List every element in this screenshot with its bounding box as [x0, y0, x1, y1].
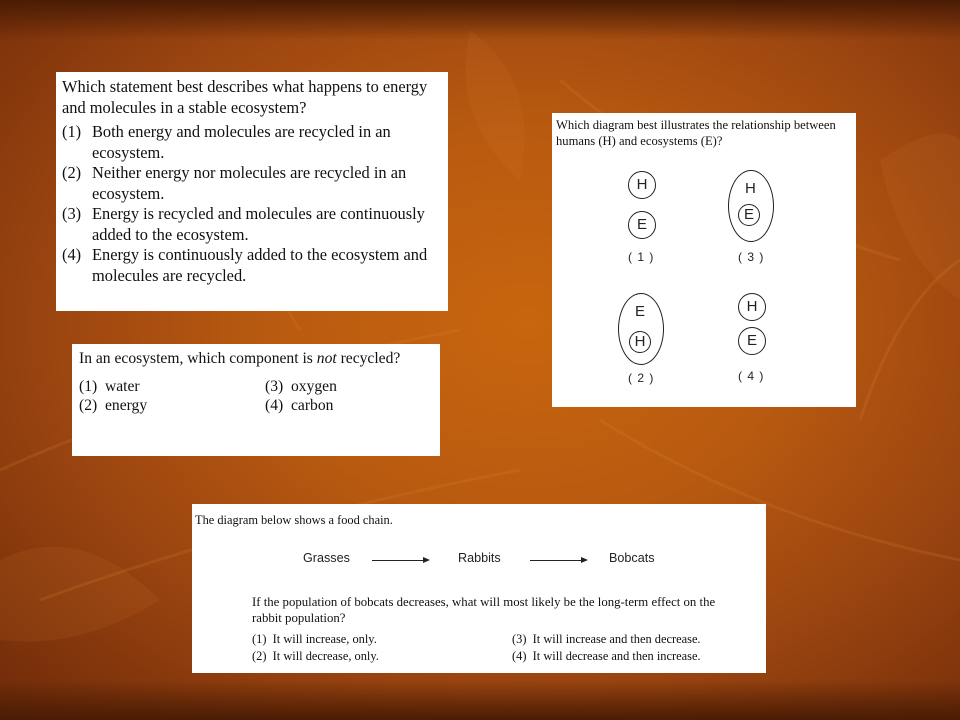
food-chain-intro: The diagram below shows a food chain.: [195, 513, 393, 527]
option-text: Energy is continuously added to the ecosystem and molecules are recycled.: [92, 245, 428, 285]
option-number: (2): [62, 163, 82, 182]
option-text: water: [104, 377, 140, 395]
option-text: It will increase and then decrease.: [532, 632, 701, 646]
answer-option[interactable]: [265, 377, 425, 397]
answer-option[interactable]: [62, 245, 440, 286]
stem-emphasis: not: [316, 350, 337, 367]
arrow-right-icon: [530, 560, 586, 561]
answer-option[interactable]: [62, 204, 440, 245]
option-text: Both energy and molecules are recycled in an ecosystem.: [92, 122, 391, 162]
option-number: (3): [512, 632, 527, 646]
circle-e: E: [628, 211, 656, 239]
answer-option[interactable]: [79, 396, 265, 416]
option-text: Energy is recycled and molecules are continuously added to the ecosystem.: [92, 204, 425, 244]
question-stem: Which diagram best illustrates the relationship between humans (H) and ecosystems (E)?: [556, 118, 836, 148]
answer-option[interactable]: [252, 649, 379, 664]
diagram-label[interactable]: ( 4 ): [738, 369, 765, 383]
option-number: (1): [79, 377, 98, 395]
question-card-humans-ecosystems: [552, 113, 856, 407]
outer-letter: H: [745, 180, 756, 197]
option-number: (1): [252, 632, 267, 646]
option-number: (2): [252, 649, 267, 663]
question-card-not-recycled: [72, 344, 440, 456]
option-text: It will increase, only.: [272, 632, 377, 646]
question-card-food-chain: [192, 504, 766, 673]
inner-circle: E: [738, 204, 760, 226]
inner-circle: H: [629, 331, 651, 353]
answer-option[interactable]: [265, 396, 425, 416]
option-number: (2): [79, 397, 98, 414]
option-text: carbon: [290, 397, 334, 414]
answer-option[interactable]: [62, 163, 440, 204]
option-number: (4): [512, 649, 527, 663]
answer-option[interactable]: [79, 377, 265, 397]
option-text: It will decrease, only.: [272, 649, 379, 663]
option-text: oxygen: [290, 377, 337, 395]
stem-part: In an ecosystem, which component is: [79, 350, 317, 367]
question-stem: Which statement best describes what happens to energy and molecules in a stable ecosystem?: [62, 77, 428, 117]
options-grid: [79, 377, 432, 416]
food-chain-rabbits: Rabbits: [458, 551, 501, 565]
question-text: If the population of bobcats decreases, what will most likely be the long-term effect on the rabbit population?: [252, 595, 716, 625]
diagram-label[interactable]: ( 2 ): [628, 371, 655, 385]
answer-option[interactable]: [512, 649, 701, 664]
option-number: (3): [62, 204, 82, 223]
option-number: (4): [265, 397, 284, 414]
question-card-energy-molecules: [56, 72, 448, 311]
option-text: Neither energy nor molecules are recycled in an ecosystem.: [92, 163, 407, 203]
circle-e: E: [738, 327, 766, 355]
stem-part: recycled?: [336, 350, 401, 367]
question-stem: [79, 349, 432, 369]
arrow-right-icon: [372, 560, 428, 561]
option-number: (4): [62, 245, 82, 264]
circle-h: H: [738, 293, 766, 321]
option-text: energy: [104, 397, 148, 414]
food-chain-bobcats: Bobcats: [609, 551, 655, 565]
answer-option[interactable]: [512, 632, 701, 647]
outer-letter: E: [635, 303, 646, 320]
option-number: (3): [265, 377, 284, 395]
circle-h: H: [628, 171, 656, 199]
diagram-label[interactable]: ( 3 ): [738, 250, 765, 264]
food-chain-grasses: Grasses: [303, 551, 350, 565]
diagram-label[interactable]: ( 1 ): [628, 250, 655, 264]
answer-option[interactable]: [252, 632, 377, 647]
answer-option[interactable]: [62, 122, 440, 163]
option-number: (1): [62, 122, 82, 141]
option-text: It will decrease and then increase.: [532, 649, 701, 663]
